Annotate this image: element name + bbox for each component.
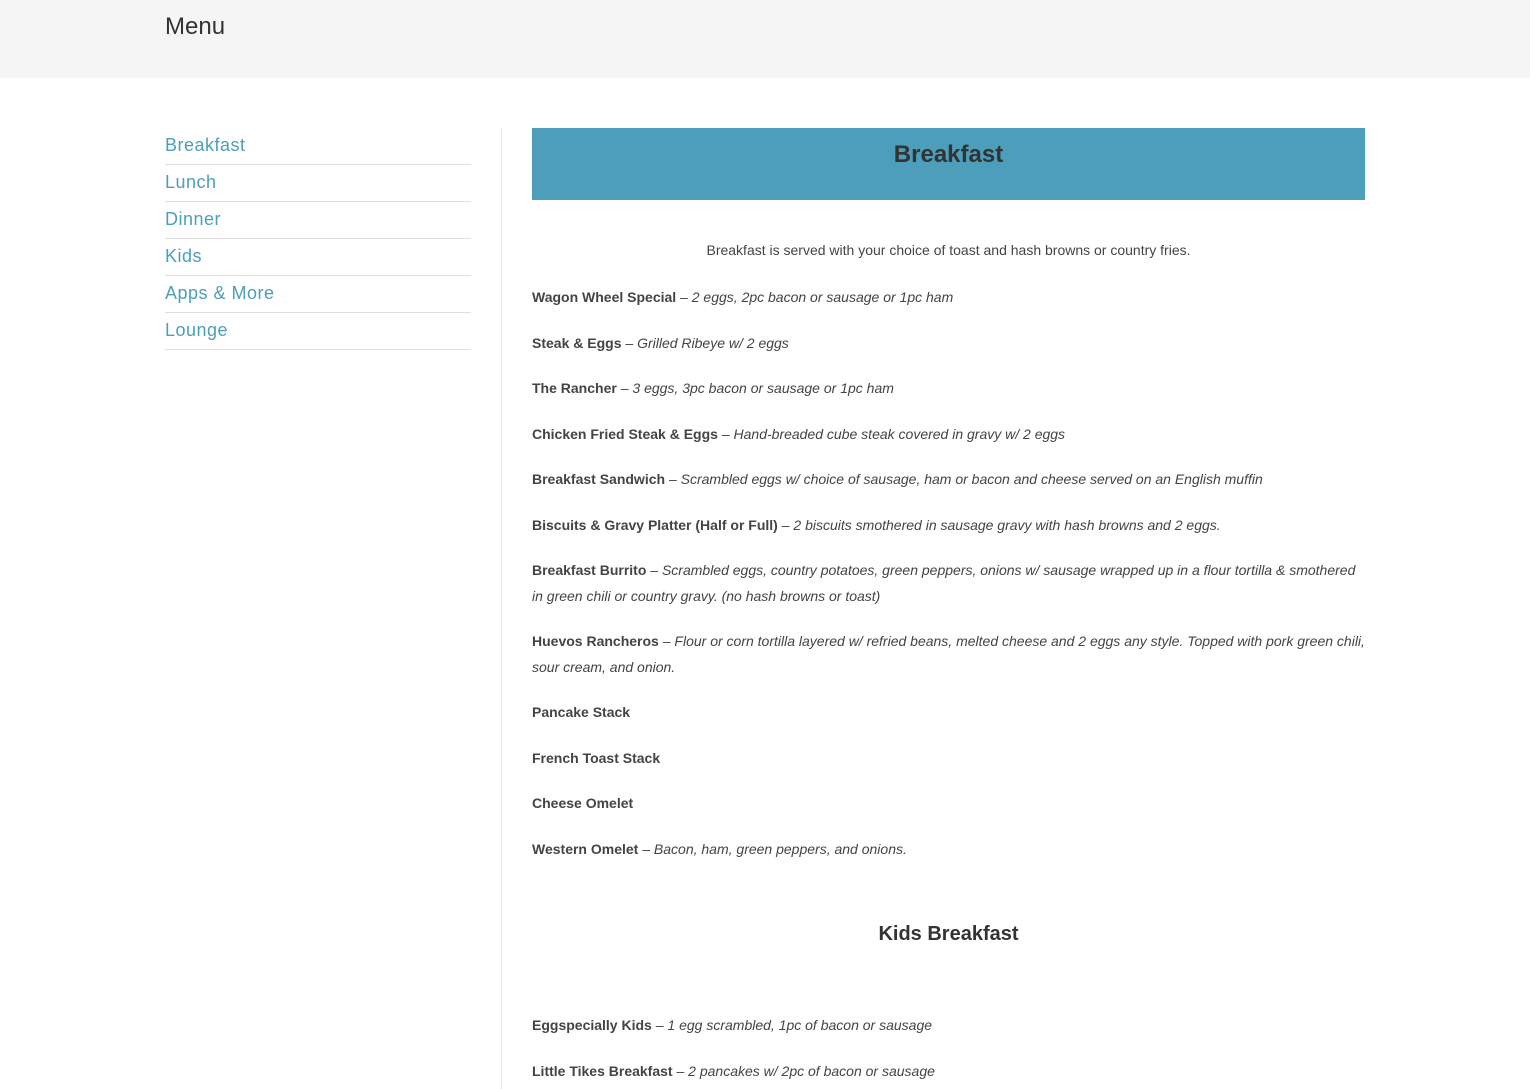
menu-item-separator: – bbox=[658, 633, 675, 649]
menu-item-separator: – bbox=[616, 380, 633, 396]
menu-item-description: 2 pancakes w/ 2pc of bacon or sausage bbox=[688, 1062, 935, 1079]
menu-item bbox=[532, 791, 1365, 817]
menu-item bbox=[532, 467, 1365, 493]
sidebar-link-apps-more[interactable]: Apps & More bbox=[165, 283, 275, 303]
kids-breakfast-heading: Kids Breakfast bbox=[878, 923, 1019, 945]
menu-content bbox=[532, 128, 1365, 1089]
sidebar-link-breakfast[interactable]: Breakfast bbox=[165, 135, 246, 155]
menu-item-description: Bacon, ham, green peppers, and onions. bbox=[653, 840, 907, 857]
menu-item-name: Little Tikes Breakfast bbox=[532, 1062, 673, 1079]
menu-item-description: 2 biscuits smothered in sausage gravy with hash browns and 2 eggs. bbox=[793, 516, 1221, 533]
menu-item-description: Scrambled eggs, country potatoes, green peppers, onions w/ sausage wrapped up in a flour tortilla & smothered in green chili or country gravy. (no hash browns or toast) bbox=[532, 562, 1356, 604]
menu-item bbox=[532, 1013, 1365, 1039]
menu-item-separator: – bbox=[777, 516, 794, 533]
menu-item-description: 2 eggs, 2pc bacon or sausage or 1pc ham bbox=[691, 289, 954, 305]
menu-item-description: Scrambled eggs w/ choice of sausage, ham or bacon and cheese served on an English muffin bbox=[680, 471, 1263, 487]
sidebar-item-breakfast bbox=[165, 128, 471, 165]
sidebar-item-apps-more bbox=[165, 276, 471, 313]
sidebar-item-kids bbox=[165, 239, 471, 276]
menu-item bbox=[532, 837, 1365, 863]
menu-item-name: French Toast Stack bbox=[532, 749, 661, 766]
section-title: Breakfast bbox=[893, 141, 1004, 168]
menu-item-description: Grilled Ribeye w/ 2 eggs bbox=[637, 334, 789, 351]
menu-item bbox=[532, 422, 1365, 448]
menu-item bbox=[532, 629, 1365, 680]
menu-item-name: The Rancher bbox=[532, 380, 617, 396]
menu-item-name: Steak & Eggs bbox=[532, 334, 622, 351]
menu-item bbox=[532, 700, 1365, 726]
menu-item-name: Western Omelet bbox=[532, 840, 639, 857]
sidebar-link-kids[interactable]: Kids bbox=[165, 246, 203, 266]
menu-item-description: Hand-breaded cube steak covered in gravy w/ 2 eggs bbox=[733, 425, 1066, 442]
menu-item-description: Flour or corn tortilla layered w/ refried beans, melted cheese and 2 eggs any style. Topped with pork green chili, sour cream, and onion. bbox=[532, 633, 1365, 675]
menu-item-name: Wagon Wheel Special bbox=[532, 289, 677, 305]
sidebar-item-dinner bbox=[165, 202, 471, 239]
menu-item-description: 3 eggs, 3pc bacon or sausage or 1pc ham bbox=[632, 380, 894, 396]
menu-item-name: Pancake Stack bbox=[532, 704, 631, 720]
menu-item bbox=[532, 746, 1365, 772]
kids-breakfast-items bbox=[532, 1013, 1365, 1084]
menu-item-name: Biscuits & Gravy Platter (Half or Full) bbox=[532, 516, 778, 533]
menu-item bbox=[532, 376, 1365, 402]
menu-item-separator: – bbox=[672, 1062, 689, 1079]
menu-item bbox=[532, 513, 1365, 539]
menu-item-separator: – bbox=[621, 334, 638, 351]
section-banner bbox=[532, 128, 1365, 200]
sidebar-item-lunch bbox=[165, 165, 471, 202]
menu-item-separator: – bbox=[665, 471, 681, 487]
menu-item-name: Huevos Rancheros bbox=[532, 633, 659, 649]
column-divider bbox=[501, 128, 502, 1089]
page-title: Menu bbox=[165, 13, 226, 40]
menu-item-name: Cheese Omelet bbox=[532, 795, 634, 811]
sidebar-link-dinner[interactable]: Dinner bbox=[165, 209, 222, 229]
menu-item-description: 1 egg scrambled, 1pc of bacon or sausage bbox=[667, 1017, 933, 1033]
menu-item bbox=[532, 1059, 1365, 1085]
sidebar-item-lounge bbox=[165, 313, 471, 350]
menu-item-separator: – bbox=[651, 1017, 668, 1033]
menu-item bbox=[532, 285, 1365, 311]
menu-item-separator: – bbox=[646, 562, 662, 578]
menu-item-separator: – bbox=[638, 840, 654, 857]
menu-item-name: Breakfast Sandwich bbox=[532, 471, 666, 487]
top-bar bbox=[0, 0, 1530, 78]
menu-item-name: Chicken Fried Steak & Eggs bbox=[532, 425, 718, 442]
menu-item-name: Breakfast Burrito bbox=[532, 562, 647, 578]
sidebar-link-lunch[interactable]: Lunch bbox=[165, 172, 217, 192]
menu-item-name: Eggspecially Kids bbox=[532, 1017, 652, 1033]
sidebar-menu bbox=[165, 128, 471, 350]
menu-item bbox=[532, 331, 1365, 357]
menu-item-separator: – bbox=[676, 289, 692, 305]
section-intro: Breakfast is served with your choice of toast and hash browns or country fries. bbox=[706, 242, 1191, 258]
sidebar-link-lounge[interactable]: Lounge bbox=[165, 320, 229, 340]
menu-item-separator: – bbox=[717, 425, 734, 442]
breakfast-items bbox=[532, 285, 1365, 862]
menu-item bbox=[532, 558, 1365, 609]
